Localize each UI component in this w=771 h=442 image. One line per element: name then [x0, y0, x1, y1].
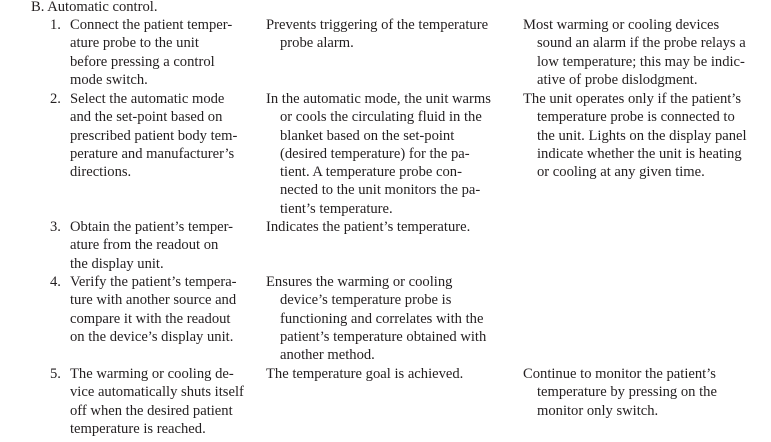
step-rationale-line: tient’s temperature.: [280, 200, 393, 217]
step-number: 3.: [50, 219, 61, 235]
step-action: [50, 16, 250, 89]
step-action-line: the display unit.: [70, 255, 164, 272]
step-action-line: ature from the readout on: [70, 237, 219, 254]
step-rationale-line: tient. A temperature probe con-: [280, 164, 462, 181]
step-rationale-line: nected to the unit monitors the pa-: [280, 182, 481, 199]
step-action-text: Obtain the patient’s temper-: [70, 219, 234, 235]
step-action: [50, 273, 250, 346]
step-rationale-line: blanket based on the set-point: [280, 127, 455, 144]
step-action-line: perature and manufacturer’s: [70, 145, 235, 162]
step-rationale: [266, 16, 516, 53]
section-heading: B. Automatic control.: [31, 0, 158, 15]
step-action-line: before pressing a control: [70, 53, 215, 70]
step-rationale-line: The temperature goal is achieved.: [266, 366, 464, 382]
step-action: [50, 365, 250, 438]
step-notes-line: the unit. Lights on the display panel: [537, 127, 747, 144]
step-rationale: [266, 90, 516, 218]
step-number: 1.: [50, 17, 61, 33]
step-notes-line: monitor only switch.: [537, 402, 659, 419]
step-action-line: ature probe to the unit: [70, 35, 199, 52]
step-action-line: [50, 365, 250, 383]
step-number: 4.: [50, 274, 61, 290]
step-notes-line: Most warming or cooling devices: [523, 17, 720, 33]
step-notes-line: indicate whether the unit is heating: [537, 145, 742, 162]
step-action-line: prescribed patient body tem-: [70, 127, 238, 144]
step-action: [50, 90, 250, 181]
step-notes-line: Continue to monitor the patient’s: [523, 366, 716, 382]
step-notes-line: low temperature; this may be indic-: [537, 53, 745, 70]
step-notes: [523, 16, 768, 89]
step-rationale-line: In the automatic mode, the unit warms: [266, 91, 491, 107]
step-action-line: off when the desired patient: [70, 402, 233, 419]
step-number: 5.: [50, 366, 61, 382]
step-rationale-line: functioning and correlates with the: [280, 310, 484, 327]
step-rationale-line: patient’s temperature obtained with: [280, 328, 487, 345]
step-number: 2.: [50, 91, 61, 107]
step-rationale-line: Ensures the warming or cooling: [266, 274, 453, 290]
step-rationale-line: or cools the circulating fluid in the: [280, 109, 482, 126]
step-rationale: [266, 273, 516, 364]
step-action-line: [50, 90, 250, 108]
step-notes: [523, 365, 768, 420]
step-rationale: [266, 218, 516, 236]
step-action-line: temperature is reached.: [70, 420, 206, 437]
step-notes-line: temperature by pressing on the: [537, 384, 717, 401]
step-action-text: The warming or cooling de-: [70, 366, 234, 382]
step-rationale-line: another method.: [280, 347, 375, 364]
step-action-line: on the device’s display unit.: [70, 328, 234, 345]
step-action-text: Select the automatic mode: [70, 91, 225, 107]
step-action-text: Connect the patient temper-: [70, 17, 233, 33]
step-rationale-line: device’s temperature probe is: [280, 292, 452, 309]
step-notes-line: temperature probe is connected to: [537, 109, 735, 126]
step-rationale-line: Indicates the patient’s temperature.: [266, 219, 471, 235]
step-action-line: vice automatically shuts itself: [70, 384, 244, 401]
step-action-line: ture with another source and: [70, 292, 237, 309]
step-rationale-line: Prevents triggering of the temperature: [266, 17, 489, 33]
step-rationale-line: probe alarm.: [280, 35, 354, 52]
step-action-line: compare it with the readout: [70, 310, 231, 327]
step-rationale-line: (desired temperature) for the pa-: [280, 145, 470, 162]
step-notes-line: sound an alarm if the probe relays a: [537, 35, 746, 52]
step-action-line: [50, 273, 250, 291]
step-rationale: [266, 365, 516, 383]
step-action: [50, 218, 250, 273]
step-action-line: [50, 16, 250, 34]
step-action-line: [50, 218, 250, 236]
step-notes-line: or cooling at any given time.: [537, 164, 705, 181]
step-action-line: mode switch.: [70, 71, 148, 88]
step-notes-line: ative of probe dislodgment.: [537, 71, 698, 88]
step-notes-line: The unit operates only if the patient’s: [523, 91, 742, 107]
step-notes: [523, 90, 768, 181]
step-action-text: Verify the patient’s tempera-: [70, 274, 237, 290]
step-action-line: directions.: [70, 164, 132, 181]
step-action-line: and the set-point based on: [70, 109, 223, 126]
